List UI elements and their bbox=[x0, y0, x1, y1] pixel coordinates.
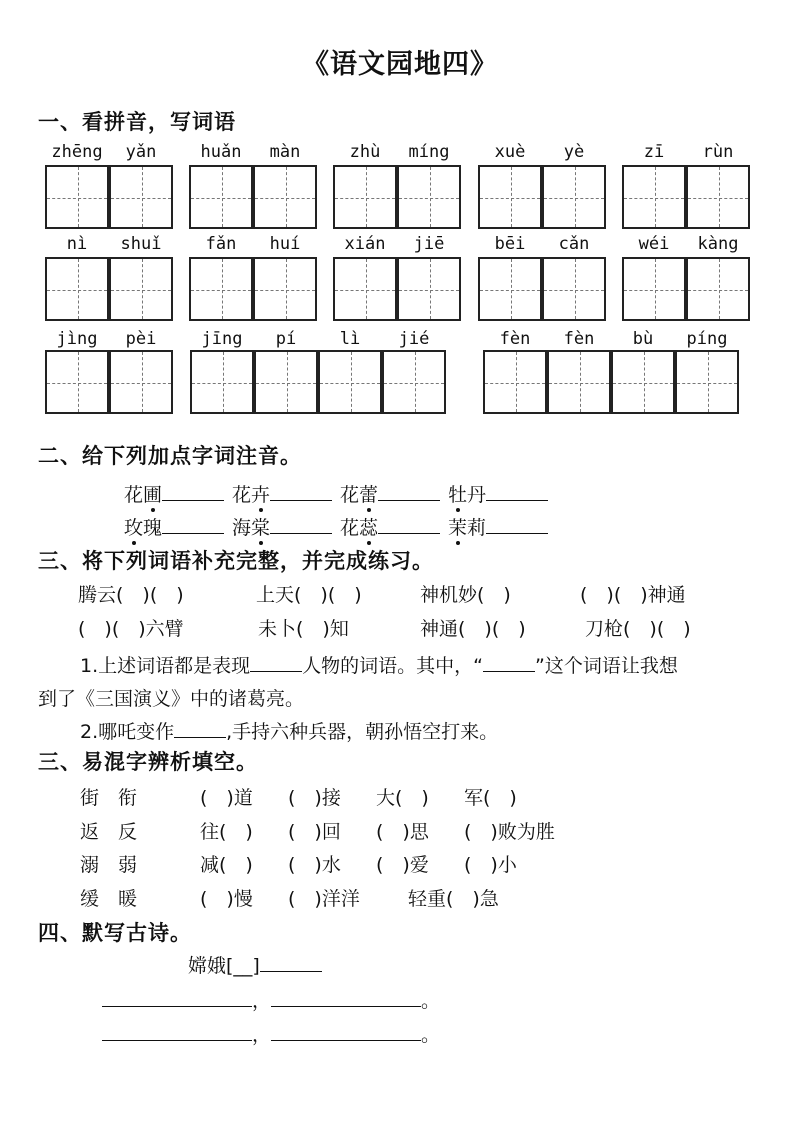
fill-item[interactable]: ( )回 bbox=[288, 821, 341, 843]
question-2 bbox=[80, 717, 498, 744]
tianzige-cell[interactable] bbox=[254, 350, 318, 414]
annotate-item bbox=[448, 513, 548, 540]
fill-item[interactable]: ( )接 bbox=[288, 787, 341, 809]
pinyin-label: jié bbox=[398, 329, 430, 349]
tianzige-row bbox=[0, 350, 800, 416]
tianzige-cell[interactable] bbox=[382, 350, 446, 414]
fill-item[interactable]: 军( ) bbox=[464, 787, 517, 809]
tianzige-cell[interactable] bbox=[478, 257, 542, 321]
pinyin-label: yǎn bbox=[125, 142, 157, 162]
tianzige-cell[interactable] bbox=[397, 165, 461, 229]
dotted-char: 茉 bbox=[448, 517, 468, 539]
author-blank[interactable] bbox=[260, 953, 322, 972]
fill-item[interactable]: 减( ) bbox=[200, 854, 253, 876]
tianzige-cell[interactable] bbox=[109, 165, 173, 229]
dotted-char: 圃 bbox=[143, 484, 163, 506]
comma: ， bbox=[252, 990, 272, 1012]
fill-item[interactable]: ( )爱 bbox=[376, 854, 429, 876]
tianzige-cell[interactable] bbox=[45, 350, 109, 414]
pinyin-blank[interactable] bbox=[270, 515, 332, 534]
idiom-item[interactable]: 腾云( )( ) bbox=[78, 584, 184, 606]
idiom-item[interactable]: 未卜( )知 bbox=[258, 618, 349, 640]
pinyin-label: lì bbox=[339, 329, 361, 349]
tianzige-row bbox=[0, 257, 800, 323]
pinyin-label: huǎn bbox=[200, 142, 242, 162]
pinyin-label: fǎn bbox=[205, 234, 237, 254]
pinyin-label: zhù bbox=[349, 142, 381, 162]
answer-blank[interactable] bbox=[483, 653, 535, 672]
char-pair: 缓 暖 bbox=[80, 888, 138, 910]
tianzige-cell[interactable] bbox=[318, 350, 382, 414]
tianzige-cell[interactable] bbox=[189, 257, 253, 321]
q2-text: 2.哪吒变作 bbox=[80, 721, 175, 743]
tianzige-cell[interactable] bbox=[253, 165, 317, 229]
annotate-item bbox=[124, 513, 224, 540]
pinyin-label: jīng bbox=[201, 329, 243, 349]
pinyin-blank[interactable] bbox=[270, 482, 332, 501]
dotted-char: 蕊 bbox=[359, 517, 379, 539]
tianzige-cell[interactable] bbox=[45, 165, 109, 229]
pinyin-blank[interactable] bbox=[378, 482, 440, 501]
tianzige-row bbox=[0, 165, 800, 231]
annotate-item bbox=[448, 480, 548, 507]
pinyin-label: rùn bbox=[702, 142, 734, 162]
pinyin-label: bù bbox=[632, 329, 654, 349]
poem-blank[interactable] bbox=[102, 988, 252, 1007]
q2-text: ,手持六种兵器，朝孙悟空打来。 bbox=[226, 721, 499, 743]
fill-item[interactable]: ( )败为胜 bbox=[464, 821, 555, 843]
idiom-item[interactable]: ( )( )六臂 bbox=[78, 618, 184, 640]
section4-heading: 三、易混字辨析填空。 bbox=[38, 750, 258, 774]
pinyin-label: cǎn bbox=[558, 234, 590, 254]
annotate-item bbox=[124, 480, 224, 507]
pinyin-blank[interactable] bbox=[162, 515, 224, 534]
annotate-item bbox=[340, 513, 440, 540]
poem-title-line bbox=[188, 951, 322, 978]
pinyin-label: píng bbox=[686, 329, 728, 349]
fill-item[interactable]: ( )小 bbox=[464, 854, 517, 876]
tianzige-cell[interactable] bbox=[675, 350, 739, 414]
tianzige-cell[interactable] bbox=[333, 257, 397, 321]
section5-heading: 四、默写古诗。 bbox=[38, 921, 192, 945]
word-char: 瑰 bbox=[143, 517, 163, 539]
pinyin-blank[interactable] bbox=[378, 515, 440, 534]
tianzige-cell[interactable] bbox=[333, 165, 397, 229]
fill-item[interactable]: 轻重( )急 bbox=[408, 888, 499, 910]
fill-item[interactable]: ( )水 bbox=[288, 854, 341, 876]
comma: ， bbox=[252, 1024, 272, 1046]
fill-item[interactable]: 大( ) bbox=[376, 787, 429, 809]
pinyin-label: jìng bbox=[56, 329, 98, 349]
pinyin-label: bēi bbox=[494, 234, 526, 254]
poem-title: 嫦娥[__] bbox=[188, 955, 260, 977]
tianzige-cell[interactable] bbox=[542, 257, 606, 321]
poem-blank[interactable] bbox=[271, 988, 421, 1007]
poem-blank[interactable] bbox=[102, 1022, 252, 1041]
dotted-char: 卉 bbox=[251, 484, 271, 506]
idiom-item[interactable]: 神机妙( ) bbox=[420, 584, 511, 606]
fill-item[interactable]: ( )慢 bbox=[200, 888, 253, 910]
tianzige-cell[interactable] bbox=[686, 257, 750, 321]
annotate-item bbox=[232, 480, 332, 507]
word-char: 花 bbox=[340, 484, 360, 506]
question-1-cont: 到了《三国演义》中的诸葛亮。 bbox=[38, 688, 305, 710]
pinyin-blank[interactable] bbox=[486, 482, 548, 501]
idiom-item[interactable]: 神通( )( ) bbox=[420, 618, 526, 640]
word-char: 花 bbox=[232, 484, 252, 506]
pinyin-label: fèn bbox=[563, 329, 595, 349]
tianzige-cell[interactable] bbox=[478, 165, 542, 229]
poem-blank[interactable] bbox=[271, 1022, 421, 1041]
pinyin-label: shuǐ bbox=[120, 234, 162, 254]
char-pair: 溺 弱 bbox=[80, 854, 138, 876]
poem-line-1 bbox=[102, 986, 440, 1013]
pinyin-label: míng bbox=[408, 142, 450, 162]
q1-text: ”这个词语让我想 bbox=[535, 655, 678, 677]
page-title: 《语文园地四》 bbox=[302, 49, 498, 80]
pinyin-label: huí bbox=[269, 234, 301, 254]
section2-heading: 二、给下列加点字词注音。 bbox=[38, 444, 302, 468]
annotate-item bbox=[340, 480, 440, 507]
period: 。 bbox=[421, 1024, 441, 1046]
tianzige-cell[interactable] bbox=[622, 165, 686, 229]
idiom-item[interactable]: 上天( )( ) bbox=[256, 584, 362, 606]
q1-text: 人物的词语。其中，“ bbox=[302, 655, 483, 677]
tianzige-cell[interactable] bbox=[547, 350, 611, 414]
pinyin-label: jiē bbox=[413, 234, 445, 254]
tianzige-cell[interactable] bbox=[483, 350, 547, 414]
idiom-item[interactable]: ( )( )神通 bbox=[580, 584, 686, 606]
q1-text: 1.上述词语都是表现 bbox=[80, 655, 251, 677]
pinyin-label: zhēng bbox=[51, 142, 103, 162]
tianzige-cell[interactable] bbox=[686, 165, 750, 229]
annotate-item bbox=[232, 513, 332, 540]
dotted-char: 棠 bbox=[251, 517, 271, 539]
pinyin-label: wéi bbox=[638, 234, 670, 254]
pinyin-label: kàng bbox=[697, 234, 739, 254]
pinyin-blank[interactable] bbox=[486, 515, 548, 534]
fill-item[interactable]: ( )洋洋 bbox=[288, 888, 360, 910]
period: 。 bbox=[421, 990, 441, 1012]
fill-item[interactable]: ( )道 bbox=[200, 787, 253, 809]
tianzige-cell[interactable] bbox=[542, 165, 606, 229]
fill-item[interactable]: 往( ) bbox=[200, 821, 253, 843]
fill-item[interactable]: ( )思 bbox=[376, 821, 429, 843]
word-char: 花 bbox=[124, 484, 144, 506]
idiom-item[interactable]: 刀枪( )( ) bbox=[585, 618, 691, 640]
tianzige-cell[interactable] bbox=[109, 350, 173, 414]
dotted-char: 蕾 bbox=[359, 484, 379, 506]
poem-line-2 bbox=[102, 1020, 440, 1047]
pinyin-label: pèi bbox=[125, 329, 157, 349]
section3-heading: 三、将下列词语补充完整，并完成练习。 bbox=[38, 549, 434, 573]
tianzige-cell[interactable] bbox=[189, 165, 253, 229]
pinyin-label: zī bbox=[643, 142, 665, 162]
tianzige-cell[interactable] bbox=[397, 257, 461, 321]
answer-blank[interactable] bbox=[250, 653, 302, 672]
pinyin-label: pí bbox=[275, 329, 297, 349]
tianzige-cell[interactable] bbox=[622, 257, 686, 321]
pinyin-label: fèn bbox=[499, 329, 531, 349]
pinyin-label: xián bbox=[344, 234, 386, 254]
tianzige-cell[interactable] bbox=[190, 350, 254, 414]
char-pair: 街 衔 bbox=[80, 787, 138, 809]
pinyin-label: xuè bbox=[494, 142, 526, 162]
word-char: 丹 bbox=[467, 484, 487, 506]
word-char: 莉 bbox=[467, 517, 487, 539]
question-1 bbox=[80, 651, 678, 678]
tianzige-cell[interactable] bbox=[109, 257, 173, 321]
tianzige-cell[interactable] bbox=[45, 257, 109, 321]
pinyin-blank[interactable] bbox=[162, 482, 224, 501]
char-pair: 返 反 bbox=[80, 821, 138, 843]
answer-blank[interactable] bbox=[174, 719, 226, 738]
dotted-char: 玫 bbox=[124, 517, 144, 539]
pinyin-label: nì bbox=[66, 234, 88, 254]
pinyin-label: yè bbox=[563, 142, 585, 162]
dotted-char: 牡 bbox=[448, 484, 468, 506]
tianzige-cell[interactable] bbox=[253, 257, 317, 321]
pinyin-label: màn bbox=[269, 142, 301, 162]
tianzige-cell[interactable] bbox=[611, 350, 675, 414]
section1-heading: 一、看拼音，写词语 bbox=[38, 110, 236, 134]
word-char: 海 bbox=[232, 517, 252, 539]
word-char: 花 bbox=[340, 517, 360, 539]
